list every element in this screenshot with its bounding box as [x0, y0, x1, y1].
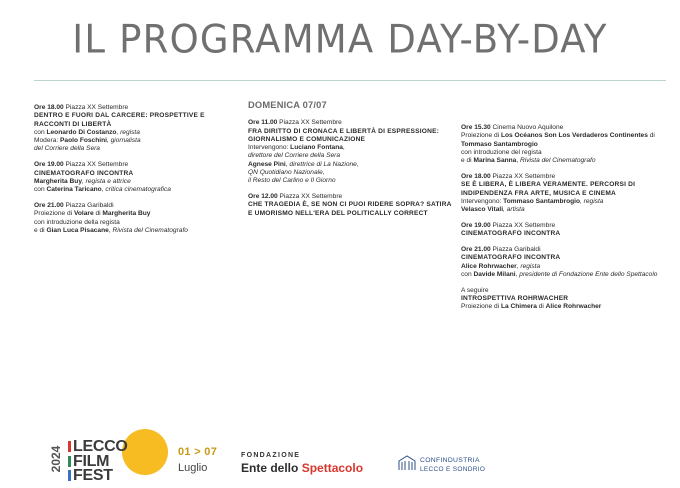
- event-title: SE È LIBERA, È LIBERA VERAMENTE. PERCORSI DI INDIPENDENZA FRA ARTE, MUSICA E CINEMA: [461, 181, 636, 197]
- text: di: [536, 303, 546, 311]
- sun-logo-icon: [122, 429, 168, 475]
- text: con: [461, 270, 474, 278]
- logo-bar-icon: [68, 470, 71, 481]
- event-1100: [248, 119, 453, 185]
- film-title: Los Océanos Son Los Verdaderos Continentes: [500, 132, 648, 140]
- text: Modera:: [34, 137, 61, 145]
- text: e di: [34, 226, 47, 234]
- event-1800: [34, 104, 239, 154]
- event-time: Ore 19.00: [34, 161, 64, 169]
- text: Intervengono:: [461, 197, 504, 205]
- event-title: CHE TRAGEDIA È, SE NON CI PUOI RIDERE SOPRA? SATIRA E UMORISMO NELL'ERA DEL POLITICALLY CORRECT: [248, 201, 452, 217]
- guest-name: Gian Luca Pisacane: [46, 226, 109, 234]
- year-vertical: [50, 428, 62, 488]
- text: di: [647, 132, 655, 140]
- event-place: Piazza XX Settembre: [63, 104, 129, 111]
- text: di: [93, 210, 103, 218]
- event-place: Piazza XX Settembre: [277, 193, 343, 201]
- festival-month: Luglio: [178, 462, 208, 474]
- guest-name: Margherita Buy: [102, 210, 151, 218]
- festival-logo: [68, 440, 128, 484]
- guest-role: , direttrice di La Nazione,: [285, 160, 359, 168]
- logo-line: FILM: [73, 452, 110, 470]
- confindustria-sub: LECCO E SONDRIO: [420, 466, 486, 473]
- film-title: La Chimera: [500, 303, 537, 311]
- guest-name: Velasco Vitali: [461, 206, 504, 214]
- guest-role: direttore del Corriere della Sera: [248, 152, 340, 160]
- text: Proiezione di: [461, 132, 501, 140]
- guest-name: Agnese Pini: [248, 160, 286, 168]
- event-title: CINEMATOGRAFO INCONTRA: [461, 254, 561, 262]
- event-place: Piazza Garibaldi: [63, 201, 114, 209]
- confindustria-icon: [397, 453, 417, 473]
- column-sunday-2: [461, 124, 666, 319]
- guest-role: il Resto del Carlino e Il Giorno: [248, 177, 336, 185]
- logo-line: LECCO: [73, 438, 128, 455]
- event-time: Ore 18.00: [34, 104, 64, 111]
- event-time: Ore 19.00: [461, 221, 491, 229]
- guest-name: Alice Rohrwacher: [461, 262, 517, 270]
- logo-line: FEST: [73, 467, 113, 484]
- guest-name: Leonardo Di Costanzo: [46, 128, 117, 136]
- text: e di: [461, 157, 474, 165]
- guest-role: , artista: [503, 206, 525, 214]
- text: Proiezione di: [34, 210, 74, 218]
- divider: [34, 80, 666, 81]
- guest-name: Marina Sanna: [473, 157, 517, 165]
- text: Intervengono:: [248, 144, 291, 152]
- guest-role: del Corriere della Sera: [34, 145, 100, 153]
- event-title: CINEMATOGRAFO INCONTRA: [34, 169, 134, 177]
- confindustria-label: CONFINDUSTRIA: [420, 457, 480, 464]
- guest-name: Caterina Taricano: [46, 186, 102, 194]
- event-1530: [461, 124, 666, 165]
- event-1200: [248, 193, 453, 218]
- text: con introduzione della regista: [34, 218, 120, 226]
- event-place: Piazza Garibaldi: [490, 246, 541, 254]
- guest-name: Margherita Buy: [34, 177, 82, 185]
- fondazione-label: FONDAZIONE: [241, 452, 301, 459]
- column-saturday: [34, 104, 239, 243]
- guest-name: Luciano Fontana: [290, 144, 343, 152]
- event-place: Cinema Nuovo Aquilone: [490, 124, 564, 131]
- guest-name: Alice Rohrwacher: [545, 303, 602, 311]
- year-label: 2024: [49, 445, 63, 473]
- guest-role: Rivista del Cinematografo: [112, 226, 188, 234]
- event-place: Piazza XX Settembre: [490, 221, 556, 229]
- event-title: INTROSPETTIVA ROHRWACHER: [461, 295, 569, 303]
- day-heading: DOMENICA 07/07: [248, 100, 327, 110]
- event-place: Piazza XX Settembre: [63, 161, 129, 169]
- guest-role: , critica cinematografica: [101, 186, 171, 194]
- guest-role: , regista: [580, 197, 604, 205]
- guest-name: Paolo Foschini: [60, 137, 107, 145]
- event-time: Ore 21.00: [461, 246, 491, 254]
- text: con: [34, 186, 47, 194]
- text: ,: [342, 144, 345, 152]
- guest-role: , regista: [516, 262, 541, 270]
- event-time: Ore 12.00: [248, 193, 278, 201]
- guest-role: , regista e attrice: [82, 177, 131, 185]
- event-time: Ore 18.00: [461, 172, 491, 180]
- event-2100-sun: [461, 246, 666, 279]
- guest-role: , presidente di Fondazione Ente dello Spettacolo: [515, 270, 658, 278]
- event-after: [461, 287, 666, 312]
- guest-role: , regista: [116, 128, 140, 136]
- column-sunday: [248, 101, 453, 226]
- text: Proiezione di: [461, 303, 501, 311]
- event-time: Ore 11.00: [248, 119, 278, 127]
- page-title: IL PROGRAMMA DAY-BY-DAY: [72, 16, 608, 63]
- guest-name: Tommaso Santambrogio: [503, 197, 580, 205]
- guest-role: , giornalista: [106, 137, 141, 145]
- text: ,: [108, 226, 113, 234]
- event-time: Ore 15.30: [461, 124, 491, 131]
- event-2100: [34, 202, 239, 235]
- guest-name: Davide Milani: [473, 270, 516, 278]
- ente-spettacolo-logo: [241, 461, 363, 475]
- event-place: Piazza XX Settembre: [277, 119, 342, 127]
- text: con introduzione del regista: [461, 148, 542, 156]
- footer: [0, 420, 680, 488]
- guest-role: Rivista del Cinematografo: [520, 157, 596, 165]
- event-place: Piazza XX Settembre: [490, 172, 556, 180]
- event-1900-sun: [461, 222, 666, 239]
- guest-name: Tommaso Santambrogio: [461, 140, 538, 148]
- event-time: Ore 21.00: [34, 201, 64, 209]
- event-1800-sun: [461, 173, 666, 214]
- text: ,: [516, 157, 521, 165]
- logo-bar-icon: [68, 441, 71, 452]
- event-1900: [34, 161, 239, 194]
- event-title: CINEMATOGRAFO INCONTRA: [461, 230, 561, 238]
- logo-text-red: Spettacolo: [301, 461, 364, 475]
- event-title: FRA DIRITTO DI CRONACA E LIBERTÀ DI ESPRESSIONE: GIORNALISMO E COMUNICAZIONE: [248, 127, 440, 143]
- film-title: Volare: [73, 210, 94, 218]
- event-title: DENTRO E FUORI DAL CARCERE: PROSPETTIVE E RACCONTI DI LIBERTÀ: [34, 112, 205, 128]
- festival-dates: 01 > 07: [178, 446, 218, 458]
- logo-text: Ente dello: [241, 461, 302, 475]
- guest-role: QN Quotidiano Nazionale,: [248, 169, 325, 177]
- text: A seguire: [461, 286, 489, 294]
- text: con: [34, 128, 47, 136]
- logo-bar-icon: [68, 456, 71, 467]
